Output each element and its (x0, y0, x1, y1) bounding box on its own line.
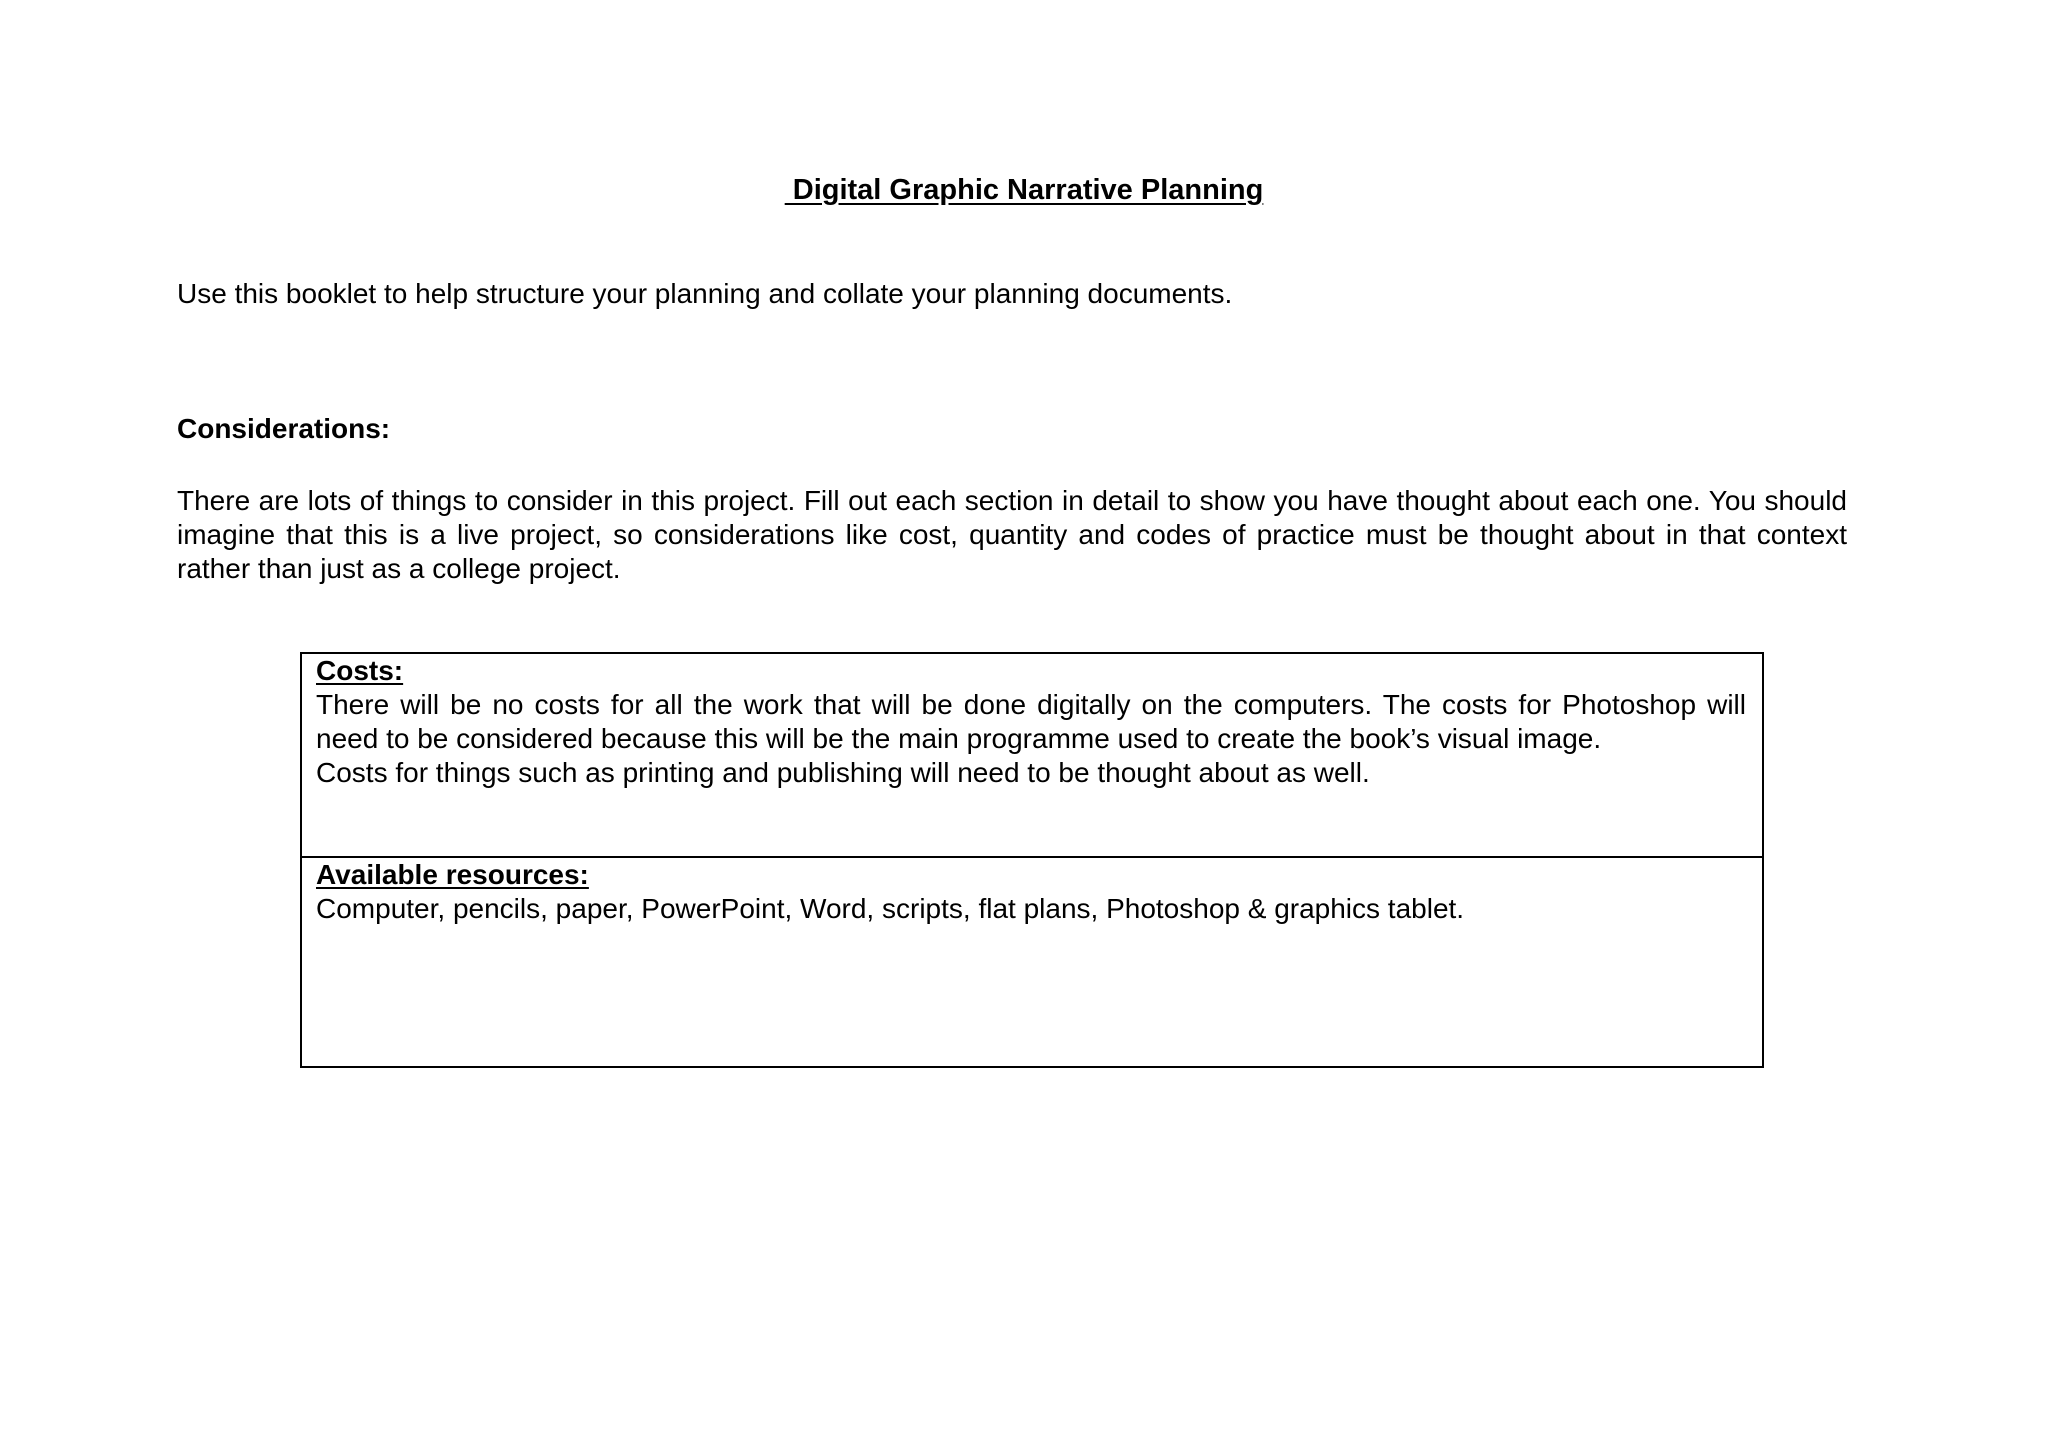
considerations-heading: Considerations: (177, 413, 391, 444)
costs-cell (301, 653, 1763, 857)
resources-text: Computer, pencils, paper, PowerPoint, Word, scripts, flat plans, Photoshop & graphics tablet. (316, 893, 1465, 924)
resources-cell (301, 857, 1763, 1067)
costs-text: There will be no costs for all the work that will be done digitally on the computers. The costs for Photoshop will need to be considered because this will be the main programme used to create the book’s visual image. (316, 689, 1746, 754)
table-row-costs (301, 653, 1763, 857)
costs-heading: Costs: (316, 655, 404, 686)
intro-text: Use this booklet to help structure your planning and collate your planning documents. (177, 278, 1233, 309)
planning-table (300, 652, 1764, 1068)
table-row-resources (301, 857, 1763, 1067)
costs-text-printing: Costs for things such as printing and publishing will need to be thought about as well. (316, 757, 1370, 788)
page-title: Digital Graphic Narrative Planning (784, 174, 1264, 206)
considerations-text: There are lots of things to consider in this project. Fill out each section in detail to show you have thought about each one. You should imagine that this is a live project, so considerations like cost, quantity and codes of practice must be thought about in that context rather than just as a college project. (177, 485, 1847, 584)
resources-heading: Available resources: (316, 859, 589, 890)
